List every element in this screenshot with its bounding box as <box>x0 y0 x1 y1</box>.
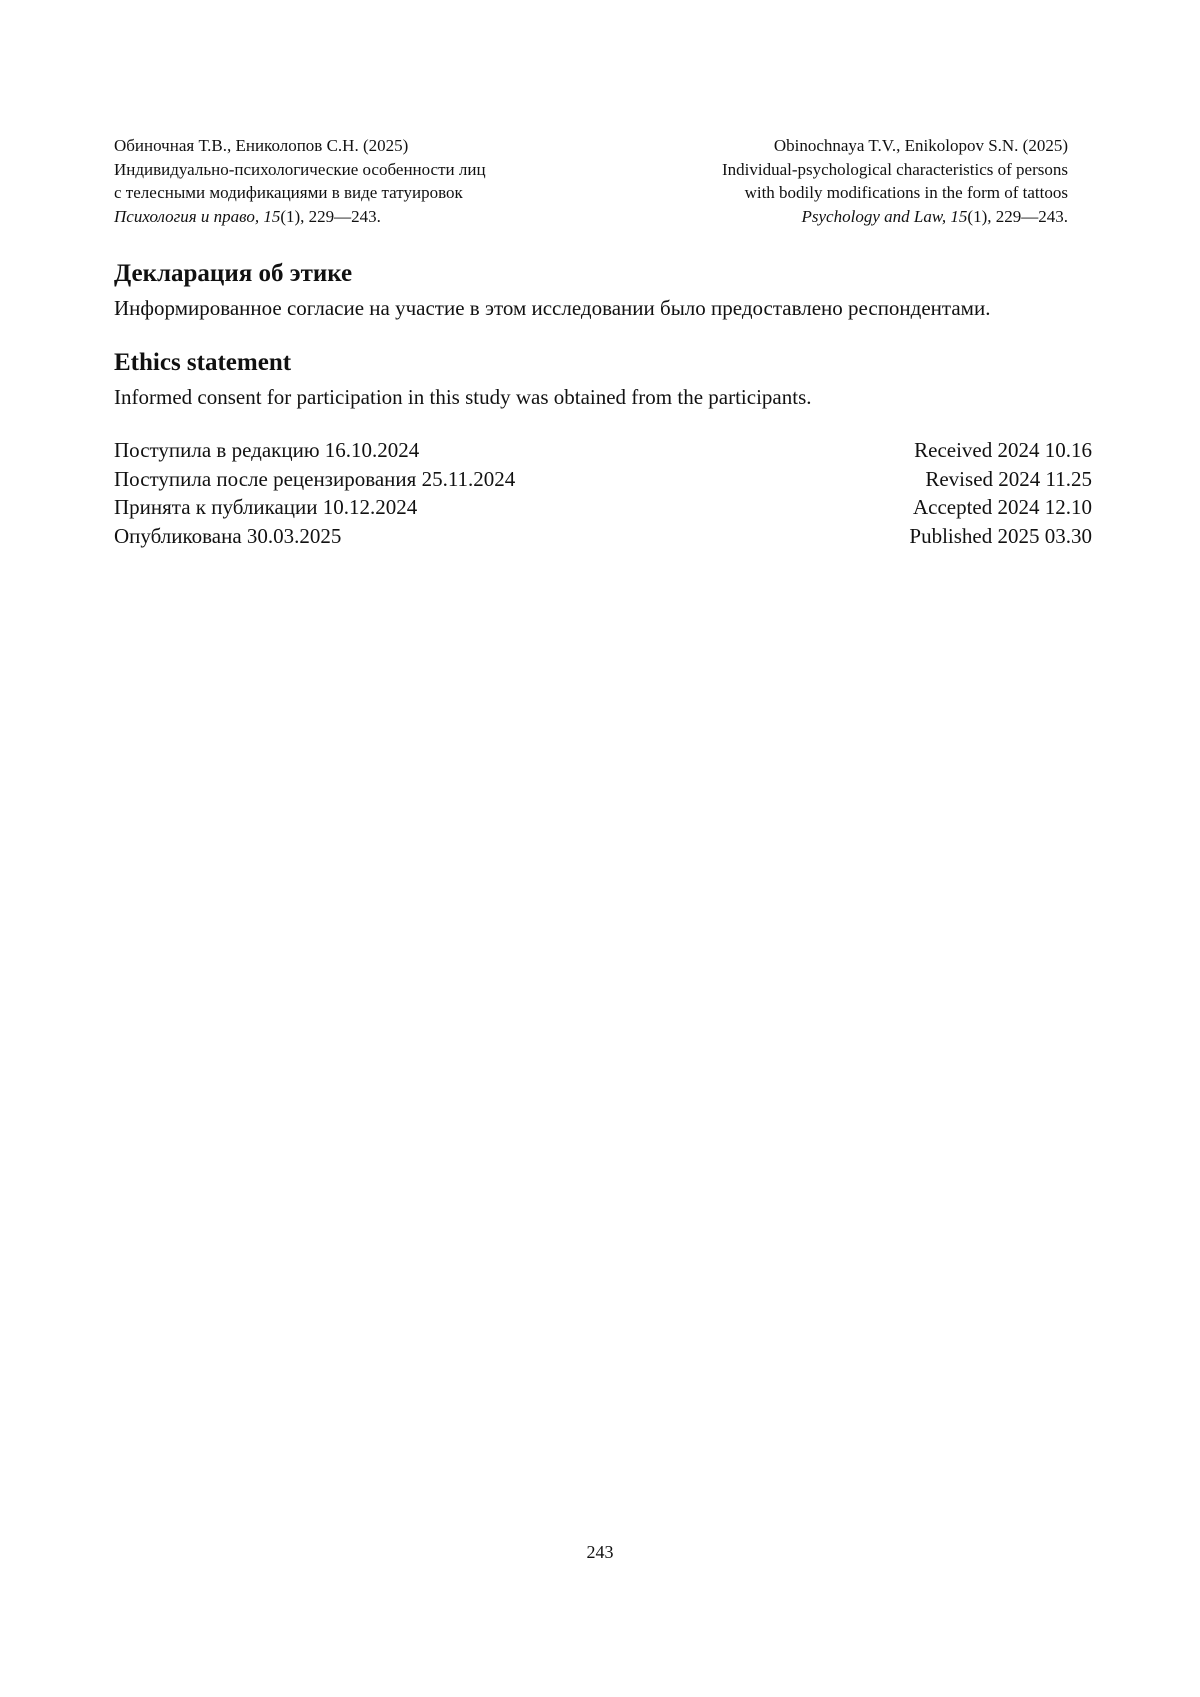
header-issue-pages-ru: (1), 229—243. <box>280 206 381 226</box>
date-accepted-ru: Принята к публикации 10.12.2024 <box>114 495 418 519</box>
header-journal-ru: Психология и право, <box>114 206 260 226</box>
header-authors-en: Obinochnaya T.V., Enikolopov S.N. (2025) <box>773 136 1068 155</box>
ethics-text-ru: Информированное согласие на участие в этом исследовании было предоставлено респондентами. <box>114 296 991 320</box>
page-number: 243 <box>586 1542 614 1562</box>
date-published-ru: Опубликована 30.03.2025 <box>114 523 342 548</box>
date-row-revised <box>114 465 1092 494</box>
header-issue-pages-en: (1), 229—243. <box>967 206 1068 226</box>
header-title-ru-line2: с телесными модификациями в виде татуировок <box>114 183 463 202</box>
header-authors-ru: Обиночная Т.В., Ениколопов С.Н. (2025) <box>114 136 409 155</box>
date-row-accepted <box>114 493 1092 522</box>
header-citation-en <box>802 205 1068 229</box>
date-row-received <box>114 436 1092 465</box>
header-journal-en: Psychology and Law, <box>801 206 947 226</box>
date-row-published <box>114 522 1092 551</box>
header-volume-en: 15 <box>950 206 968 226</box>
header-title-ru-line1: Индивидуально-психологические особенности лиц <box>114 159 486 179</box>
date-received-ru: Поступила в редакцию 16.10.2024 <box>114 438 420 462</box>
date-received-en: Received 2024 10.16 <box>914 438 1092 462</box>
date-revised-ru: Поступила после рецензирования 25.11.2024 <box>114 466 516 491</box>
ethics-text-en: Informed consent for participation in this study was obtained from the participants. <box>114 385 812 409</box>
date-published-en: Published 2025 03.30 <box>909 523 1092 548</box>
header-title-en-line1: Individual-psychological characteristics of persons <box>721 159 1068 179</box>
publication-dates <box>114 436 1092 550</box>
ethics-heading-en: Ethics statement <box>114 349 292 376</box>
main-content <box>114 258 1092 550</box>
date-revised-en: Revised 2024 11.25 <box>925 466 1092 491</box>
header-citation-ru <box>114 205 486 229</box>
running-header-russian <box>114 134 486 228</box>
header-volume-ru: 15 <box>263 206 281 226</box>
ethics-section-en <box>114 347 1092 411</box>
header-title-en-line2: with bodily modifications in the form of tattoos <box>744 183 1068 202</box>
ethics-heading-ru: Декларация об этике <box>114 260 353 287</box>
date-accepted-en: Accepted 2024 12.10 <box>912 495 1092 519</box>
running-header-english <box>722 134 1068 228</box>
ethics-section-ru <box>114 258 1092 322</box>
running-header <box>114 134 1068 228</box>
